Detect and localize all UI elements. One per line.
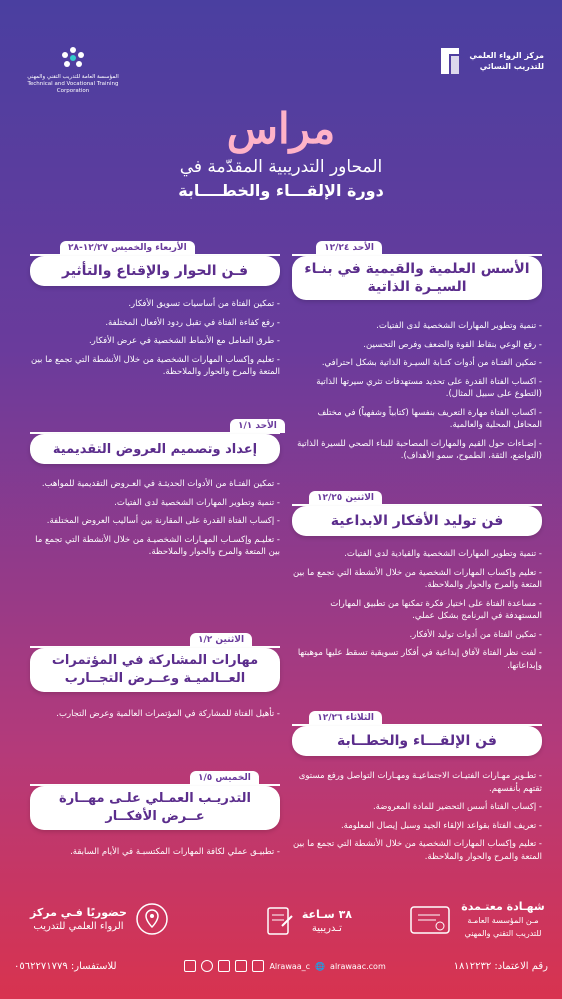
list-item: - إضـاءات حول القيم والمهارات المصاحبة للبناء الصحي للسيرة الذاتية (التواضع، الثقة، الطموح، سمو الأهداف). — [297, 438, 542, 461]
tvtc-mark-icon — [58, 44, 88, 74]
course-title: دورة الإلقـــاء والخطــــابة — [178, 181, 384, 200]
course-info — [0, 892, 562, 954]
module-bullets — [292, 548, 542, 678]
module-bullets — [30, 478, 280, 565]
location-pin-icon — [135, 902, 169, 936]
list-item: - تعليم وإكساب المهارات الشخصية من خلال الأنشطة التي تجمع ما بين المتعة والمرح والحوار والملاحظة. — [293, 839, 542, 862]
certificate-icon — [410, 905, 450, 935]
document-icon — [266, 906, 294, 936]
hours-info — [266, 906, 352, 936]
brand-logo: مراس — [226, 104, 336, 153]
location-sub: الرواء العلمي للتدريب — [33, 920, 124, 932]
list-item: - تطبيـق عملي لكافة المهارات المكتسبـة في الأيام السابقة. — [70, 847, 280, 857]
list-item: - تعريف الفتاة بقواعد الإلقاء الجيد وسبل إيصال المعلومة. — [340, 820, 542, 831]
list-item: - لفت نظر الفتاة لآفاق إبداعية في أفكار تسويقية تسقط عليها موهبتها وإبداعاتها. — [297, 648, 542, 671]
license-number: رقم الاعتماد: ١٨١٢٢٣٢ — [453, 960, 548, 972]
list-item: - إكساب الفتاة القدرة على المقارنة بين أساليب العروض المختلفة. — [46, 516, 280, 526]
certificate-title: شهـادة معتـمدة — [461, 900, 545, 913]
module-bullets — [30, 846, 280, 865]
list-item: - رفع كفاءة الفتاة في تقبل ردود الأفعال المختلفة. — [105, 317, 280, 328]
hours-sub: تـدريبية — [311, 922, 342, 934]
module-bullets — [30, 708, 280, 727]
module-title: إعداد وتصميم العروض التقديمية — [30, 434, 280, 464]
list-item: - تمكين الفتاة من أساسيات تسويق الأفكار. — [128, 299, 280, 309]
location-info — [30, 902, 169, 936]
tvtc-name-ar: المؤسسة العامة للتدريب التقني والمهني — [27, 74, 119, 80]
module-title: مهارات المشاركة في المؤتمرات العــالميـة وعــرض التجــارب — [30, 648, 280, 692]
module-date: الأحد ١/١ — [230, 419, 285, 433]
list-item: - رفع الوعي بنقاط القوة والضعف وفرص التحسين. — [363, 339, 542, 350]
website-link[interactable]: alrawaac.com — [330, 961, 386, 971]
alrawaa-mark-icon — [437, 44, 463, 78]
module-title: فـن الحوار والإقناع والتأثير — [30, 256, 280, 286]
contact-number[interactable]: للاستفسار: ٠٥٦٢٢٧١٧٧٩ — [14, 960, 117, 972]
list-item: - مساعدة الفتاة على اختيار فكرة تمكنها من تطبيق المهارات المستهدفة في البرنامج بشكل عملي. — [330, 598, 542, 621]
hours-title: ٣٨ سـاعة — [301, 907, 352, 921]
module-date: الاثنين ١/٢ — [190, 633, 252, 647]
module-title: فن الإلقـــاء والخطــابة — [292, 726, 542, 756]
module-title: التدريـب العمـلي علـى مهــارة عــرض الأفكــار — [30, 786, 280, 830]
tiktok-icon — [235, 960, 247, 972]
instagram-icon — [201, 960, 213, 972]
list-item: - تنمية وتطوير المهارات الشخصية والقيادية لدى الفتيات. — [344, 549, 542, 559]
header — [0, 44, 562, 104]
footer — [14, 960, 548, 972]
alrawaa-name: مركز الرواء العلمي — [469, 51, 544, 60]
list-item: - تنمية وتطوير المهارات الشخصية لدى الفتيات. — [114, 497, 280, 508]
location-title: حضوريًا فـي مركز — [30, 905, 127, 919]
snapchat-icon — [218, 960, 230, 972]
list-item: - اكساب الفتاة مهارة التعريف بنفسها (كتابياً وشفهياً) في مختلف المحافل المحلية والعالمية. — [317, 407, 542, 430]
alrawaa-subname: للتدريب النسائي — [479, 62, 544, 71]
module-date: الخميس ١/٥ — [190, 771, 259, 785]
list-item: - تمكين الفتـاة من أدوات كتـابة السيـرة الذاتية بشكل احترافي. — [321, 358, 542, 368]
module-bullets — [292, 770, 542, 869]
module-bullets — [292, 320, 542, 469]
alrawaa-logo — [437, 44, 544, 78]
module-date: الأربعاء والخميس ١٢/٢٧-٢٨ — [60, 241, 195, 255]
social-handle[interactable]: Alrawaa_c — [269, 961, 311, 971]
module-bullets — [30, 298, 280, 385]
page-title: المحاور التدريبية المقدّمة في — [179, 157, 383, 177]
list-item: - تعليـم وإكسـاب المهـارات الشخصيـة من خلال الأنشطة التي تجمع ما بين المتعة والمرح والحوار والملاحظة. — [35, 534, 280, 557]
module-date: الأحد ١٢/٢٤ — [316, 241, 382, 255]
list-item: - تطـوير مهـارات الفتيـات الاجتماعيـة ومهـارات التواصل ورفع مستوى ثقتهم بأنفسهم. — [298, 771, 542, 794]
module-date: الثلاثاء ١٢/٢٦ — [309, 711, 382, 725]
tvtc-name-en: Technical and Vocational Training Corporation — [27, 81, 119, 94]
list-item: - تنمية وتطوير المهارات الشخصية لدى الفتيات. — [376, 321, 542, 331]
list-item: - اكساب الفتاة القدرة على تحديد مستهدفات تثري سيرتها الذاتية (التطوع على سبيل المثال). — [316, 376, 542, 399]
list-item: - تعليم وإكساب المهارات الشخصية من خلال الأنشطة التي تجمع ما بين المتعة والمرح والحوار والملاحظة. — [31, 354, 280, 377]
module-date: الاثنين ١٢/٢٥ — [309, 491, 382, 505]
module-title: الأسس العلمية والقيمية في بنـاء السيـرة الذاتية — [292, 256, 542, 300]
globe-icon: 🌐 — [315, 961, 326, 971]
list-item: - تأهيل الفتاة للمشاركة في المؤتمرات العالمية وعرض التجارب. — [56, 709, 280, 719]
list-item: - تمكين الفتـاة من الأدوات الحديثـة في العـروض التقديمية للمواهب. — [41, 479, 280, 489]
tvtc-logo — [18, 44, 128, 95]
list-item: - إكساب الفتاة أسس التحضير للمادة المعروضة. — [372, 802, 542, 812]
x-icon — [184, 960, 196, 972]
list-item: - طرق التعامل مع الأنماط الشخصية في عرض الأفكار. — [88, 336, 280, 346]
certificate-sub: مـن المؤسسة العامـة للتدريب التقني والمهني — [464, 916, 542, 938]
module-title: فن توليد الأفكار الابداعية — [292, 506, 542, 536]
certificate-info — [410, 900, 548, 940]
list-item: - تعليم وإكساب المهارات الشخصية من خلال الأنشطة التي تجمع ما بين المتعة والمرح والحوار والملاحظة. — [293, 567, 542, 590]
list-item: - تمكين الفتاة من أدوات توليد الأفكار. — [409, 629, 542, 640]
youtube-icon — [252, 960, 264, 972]
web-links — [184, 960, 385, 972]
